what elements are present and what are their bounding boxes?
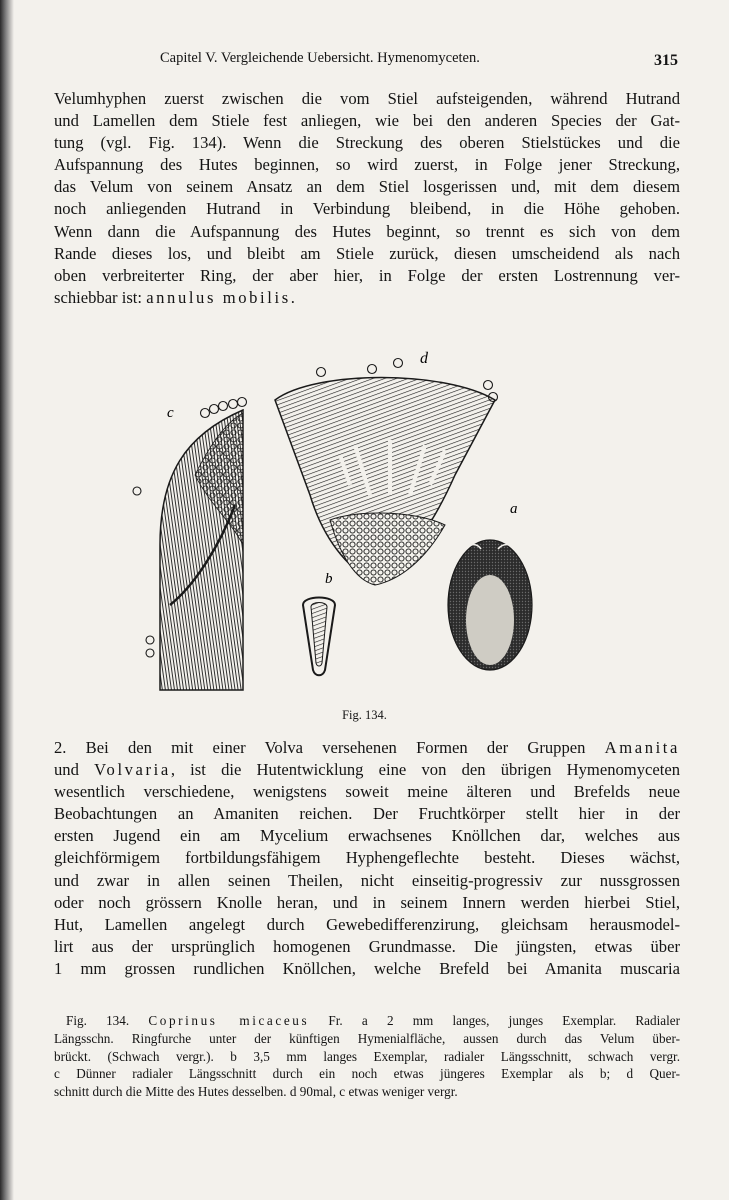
text-line: oben verbreiterter Ring, der aber hier, in Folge der ersten Lostrennung ver- <box>54 265 680 285</box>
label-a: a <box>510 501 518 517</box>
figure-legend <box>54 1012 680 1101</box>
label-d: d <box>420 350 428 367</box>
figure-part-c <box>133 398 247 691</box>
text-line: Beobachtungen an Amaniten reichen. Der Fruchtkörper stellt hier in der <box>54 804 680 824</box>
text-fragment: Fig. 134. <box>66 1013 130 1028</box>
text-line: ersten Jugend ein am Mycelium erwachsenes Knöllchen dar, welches aus <box>54 826 680 846</box>
text-line: schnitt durch die Mitte des Hutes desselben. d 90mal, c etwas weniger vergr. <box>54 1084 458 1100</box>
figure-caption: Fig. 134. <box>342 708 387 722</box>
text-line: Hut, Lamellen angelegt durch Gewebedifferenzirung, gleichsam herausmodel- <box>54 914 680 934</box>
figure-part-a <box>448 501 532 670</box>
label-b: b <box>325 571 333 587</box>
running-header <box>160 50 680 72</box>
text-line <box>54 287 680 309</box>
text-line: Velumhyphen zuerst zwischen die vom Stiel aufsteigenden, während Hutrand <box>54 89 680 108</box>
header-title: Capitel V. Vergleichende Uebersicht. Hymenomyceten. <box>160 50 480 66</box>
text-line: das Velum von seinem Ansatz an dem Stiel losgerissen und, mit dem diesem <box>54 177 680 197</box>
page-binding-shadow <box>0 0 14 1200</box>
label-c: c <box>167 405 174 421</box>
text-fragment: , ist die Hutentwicklung eine von den übrigen Hymenomyceten <box>170 760 681 780</box>
text-fragment: schiebbar ist: <box>54 287 143 307</box>
text-line <box>54 737 680 759</box>
text-line: Wenn dann die Aufspannung des Hutes beginnt, so trennt es sich von dem <box>54 221 680 241</box>
text-line: oder noch grössern Knolle heran, und in seinem Innern werden hierbei Stiel, <box>54 892 680 912</box>
text-line: wesentlich verschiedene, wenigstens soweit meine älteren und Brefelds neue <box>54 782 680 802</box>
body-paragraph-1 <box>54 88 680 309</box>
term-annulus-mobilis: annulus mobilis. <box>146 287 298 307</box>
figure-part-b <box>303 571 335 675</box>
species-name: Coprinus micaceus <box>148 1013 310 1028</box>
text-line <box>54 1012 680 1030</box>
text-fragment: 2. Bei den mit einer Volva versehenen Formen der Gruppen <box>54 738 586 757</box>
figure-134 <box>125 345 545 695</box>
text-line: lirt aus der ursprünglich homogenen Grundmasse. Die jüngsten, etwas über <box>54 936 680 956</box>
text-line: tung (vgl. Fig. 134). Wenn die Streckung des oberen Stielstückes und die <box>54 133 680 153</box>
text-line: 1 mm grossen rundlichen Knöllchen, welche Brefeld bei Amanita muscaria <box>54 958 680 978</box>
text-line: und Lamellen dem Stiele fest anliegen, wie bei den anderen Species der Gat- <box>54 111 680 131</box>
text-line: Rande dieses los, und bleibt am Stiele zurück, diesen umscheidend als nach <box>54 243 680 263</box>
text-line: gleichförmigem fortbildungsfähigem Hyphengeflechte besteht. Dieses wächst, <box>54 848 680 868</box>
text-line: noch anliegenden Hutrand in Verbindung bleibend, in die Höhe gehoben. <box>54 199 680 219</box>
text-line <box>54 759 680 781</box>
text-line: Aufspannung des Hutes beginnen, so wird zuerst, in Folge jener Streckung, <box>54 155 680 175</box>
text-fragment: und <box>54 760 79 780</box>
text-line: brückt. (Schwach vergr.). b 3,5 mm langes Exemplar, radialer Längsschnitt, schwach vergr. <box>54 1048 680 1064</box>
term-volvaria: Volvaria <box>94 760 171 780</box>
text-fragment: Fr. a 2 mm langes, junges Exemplar. Radialer <box>328 1013 680 1028</box>
term-amanita: Amanita <box>604 738 680 757</box>
text-line: Längsschn. Ringfurche unter der künftigen Hymenialfläche, aussen durch das Velum über- <box>54 1030 680 1046</box>
page-number: 315 <box>654 52 678 69</box>
text-line: und zwar in allen seinen Theilen, nicht einseitig-progressiv zur nussgrossen <box>54 870 680 890</box>
text-line: c Dünner radialer Längsschnitt durch ein noch etwas jüngeres Exemplar als b; d Quer- <box>54 1066 680 1082</box>
body-paragraph-2 <box>54 737 680 980</box>
